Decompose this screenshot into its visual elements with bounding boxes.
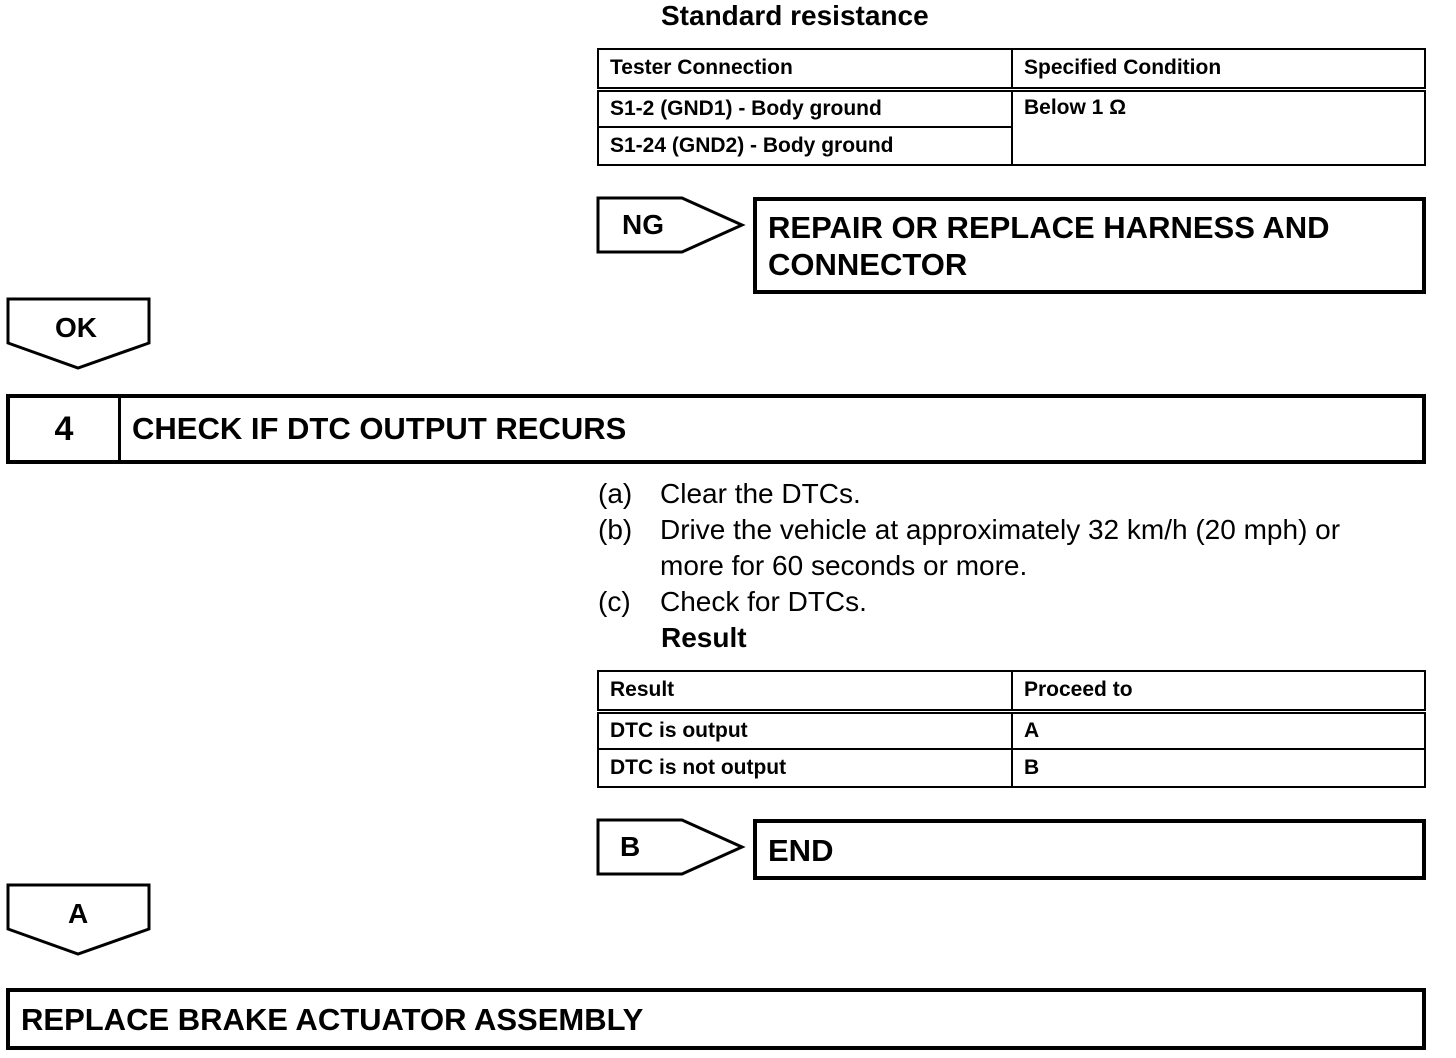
table-cell-proceed: B <box>1012 749 1425 787</box>
end-box <box>753 819 1426 880</box>
a-down-arrow <box>6 883 152 957</box>
instruction-text: more for 60 seconds or more. <box>660 550 1028 581</box>
instruction-label: (b) <box>598 514 633 545</box>
table-cell-proceed: A <box>1012 711 1425 749</box>
b-label: B <box>620 831 641 862</box>
table-cell-connection: S1-2 (GND1) - Body ground <box>598 89 1012 127</box>
final-action-box <box>6 988 1426 1050</box>
step-title: CHECK IF DTC OUTPUT RECURS <box>132 411 627 446</box>
instruction-text: Check for DTCs. <box>660 586 867 617</box>
standard-resistance-heading: Standard resistance <box>661 0 929 31</box>
ng-action-text: REPAIR OR REPLACE HARNESS AND CONNECTOR <box>768 210 1330 282</box>
table-header-proceed-to: Proceed to <box>1012 671 1425 711</box>
table-cell-condition: Below 1 Ω <box>1012 89 1425 165</box>
end-text: END <box>768 833 834 868</box>
ok-label: OK <box>55 312 97 343</box>
instruction-label: (c) <box>598 586 631 617</box>
ng-label: NG <box>622 209 664 240</box>
ng-action-box <box>753 197 1426 294</box>
ok-down-arrow <box>6 297 152 371</box>
table-header-result: Result <box>598 671 1012 711</box>
standard-resistance-table <box>597 48 1426 166</box>
table-header-tester-connection: Tester Connection <box>598 49 1012 89</box>
final-action-text: REPLACE BRAKE ACTUATOR ASSEMBLY <box>21 1002 644 1037</box>
step-number: 4 <box>10 398 121 460</box>
table-cell-result: DTC is output <box>598 711 1012 749</box>
b-arrow <box>596 818 746 876</box>
instruction-label: (a) <box>598 478 633 509</box>
table-cell-result: DTC is not output <box>598 749 1012 787</box>
ng-arrow <box>596 196 746 254</box>
instruction-text: Drive the vehicle at approximately 32 km/h (20 mph) or <box>660 514 1341 545</box>
a-label: A <box>68 898 89 929</box>
result-heading: Result <box>661 622 747 653</box>
table-cell-connection: S1-24 (GND2) - Body ground <box>598 127 1012 165</box>
table-header-specified-condition: Specified Condition <box>1012 49 1425 89</box>
instruction-text: Clear the DTCs. <box>660 478 861 509</box>
step-4-box <box>6 394 1426 464</box>
result-table <box>597 670 1426 788</box>
